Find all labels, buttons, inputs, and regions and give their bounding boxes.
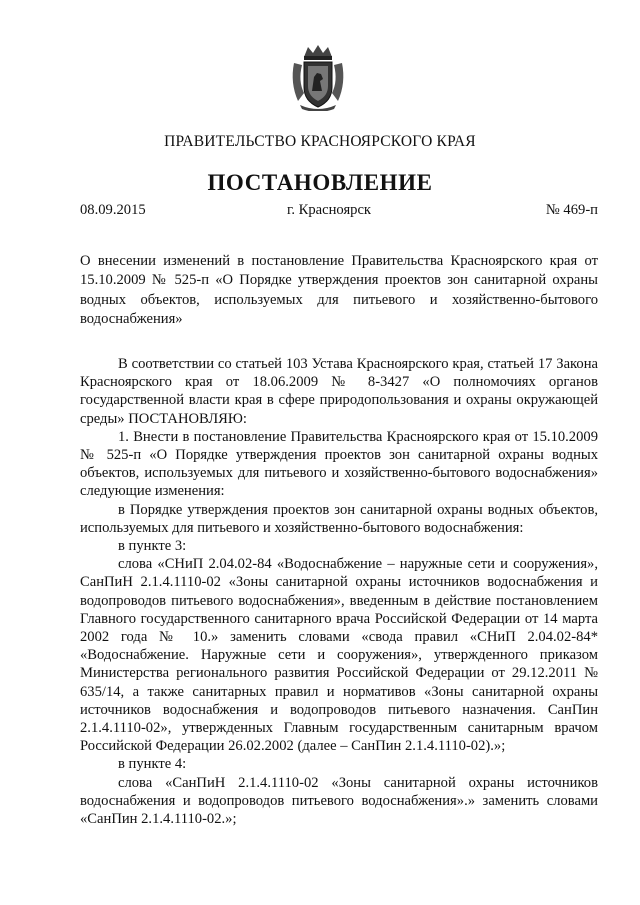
government-name: ПРАВИТЕЛЬСТВО КРАСНОЯРСКОГО КРАЯ: [164, 133, 476, 150]
document-city: г. Красноярск: [287, 202, 372, 218]
body-paragraph: в пункте 3:: [118, 538, 187, 555]
document-title: О внесении изменений в постановление Правительства Красноярского края от 15.10.2009 № 525-п «О Порядке утверждения проектов зон санитарной охраны водных объектов, используемых для питьевого и хозяйственно-бытового водоснабжения»: [80, 253, 598, 328]
document-type-heading: ПОСТАНОВЛЕНИЕ: [207, 170, 433, 195]
body-paragraph: слова «СанПиН 2.1.4.1110-02 «Зоны санитарной охраны источников водоснабжения и водопроводов питьевого водоснабжения».» заменить словами «СанПин 2.1.4.1110-02.»;: [80, 774, 598, 828]
body-paragraph: слова «СНиП 2.04.02-84 «Водоснабжение – наружные сети и сооружения», СанПиН 2.1.4.1110-02 «Зоны санитарной охраны источников водоснабжения и водопроводов питьевого водоснабжения», введенным в действие постановлением Главного государственного санитарного врача Российской Федерации от 14 марта 2002 года № 10.» заменить словами «свода правил «СНиП 2.04.02-84* «Водоснабжение. Наружные сети и сооружения», утвержденного приказом Министерства регионального развития Российской Федерации от 29.12.2011 № 635/14, а также санитарных правил и нормативов «Зоны санитарной охраны источников водоснабжения и водопроводов питьевого назначения. СанПин 2.1.4.1110-02», утвержденных Главным государственным санитарным врачом Российской Федерации 26.02.2002 (далее – СанПин 2.1.4.1110-02).»;: [80, 556, 598, 755]
document-number: № 469-п: [545, 202, 598, 218]
document-body: [80, 355, 598, 828]
body-paragraph: 1. Внести в постановление Правительства Красноярского края от 15.10.2009 № 525-п «О Порядке утверждения проектов зон санитарной охраны водных объектов, используемых для питьевого и хозяйственно-бытового водоснабжения» следующие изменения:: [80, 428, 598, 500]
coat-of-arms-icon: [290, 43, 346, 111]
body-paragraph: В соответствии со статьей 103 Устава Красноярского края, статьей 17 Закона Красноярского края от 18.06.2009 № 8-3427 «О полномочиях органов государственной власти края в сфере природопользования и охраны окружающей среды» ПОСТАНОВЛЯЮ:: [80, 356, 598, 427]
body-paragraph: в Порядке утверждения проектов зон санитарной охраны водных объектов, используемых для питьевого и хозяйственно-бытового водоснабжения:: [80, 501, 598, 536]
body-paragraph: в пункте 4:: [118, 756, 187, 773]
document-date: 08.09.2015: [80, 202, 146, 218]
